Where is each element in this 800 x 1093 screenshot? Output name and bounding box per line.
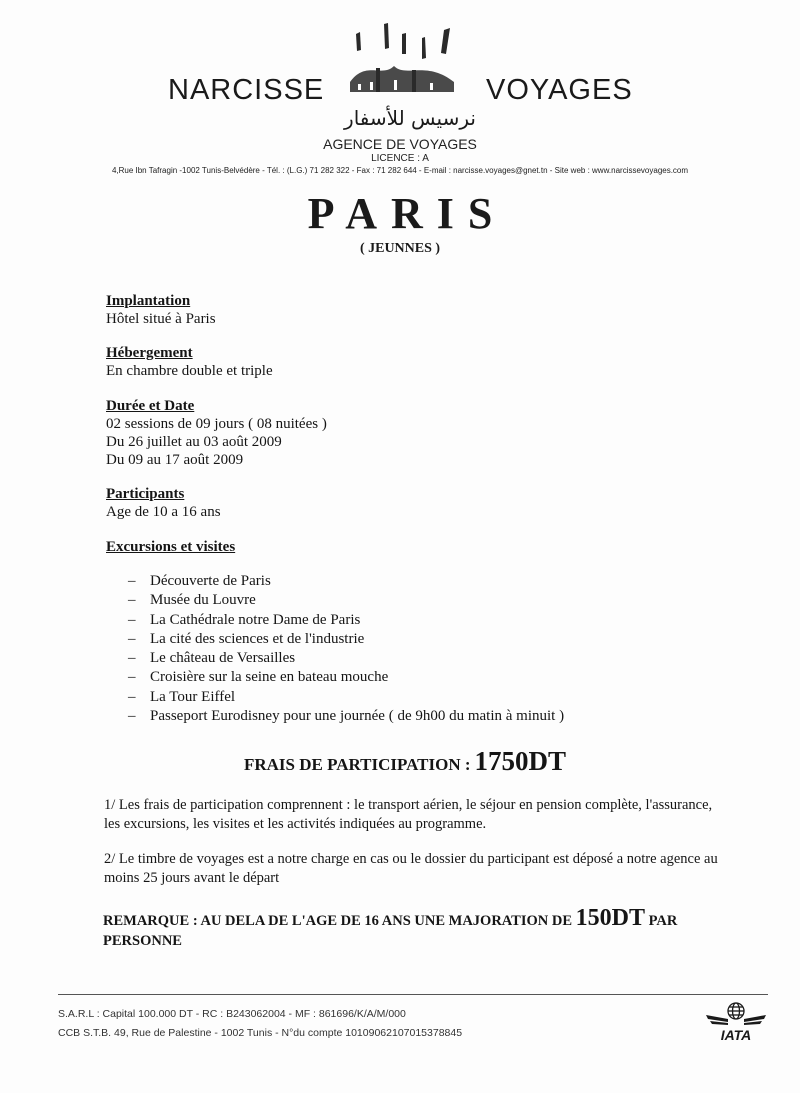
brand-name-left: NARCISSE <box>168 74 325 106</box>
agency-contact: 4,Rue Ibn Tafragin -1002 Tunis-Belvédère - Tél. : (L.G.) 71 282 322 - Fax : 71 282 644 - E-mail : narcisse.voyages@gnet.tn - Site web : www.narcissevoyages.com <box>111 166 689 175</box>
remark-amount: 150DT <box>575 905 645 931</box>
agency-type: AGENCE DE VOYAGES <box>323 136 477 152</box>
list-item-text: Passeport Eurodisney pour une journée ( de 9h00 du matin à minuit ) <box>150 708 565 725</box>
dash-bullet: – <box>128 669 136 686</box>
list-item-text: Le château de Versailles <box>150 650 296 667</box>
section-hebergement <box>106 344 273 380</box>
page-subtitle: ( JEUNNES ) <box>359 241 441 256</box>
dash-bullet: – <box>128 611 136 628</box>
section-heading: Excursions et visites <box>106 539 236 555</box>
list-item-text: Croisière sur la seine en bateau mouche <box>150 669 389 686</box>
price-value: 1750DT <box>474 746 567 776</box>
section-line: Du 09 au 17 août 2009 <box>106 452 244 468</box>
dash-bullet: – <box>128 708 136 725</box>
list-item-text: Découverte de Paris <box>150 573 271 589</box>
remark <box>103 905 743 951</box>
note-included: 1/ Les frais de participation comprennent : le transport aérien, le séjour en pension complète, l'assurance, les excursions, les visites et les activités indiquées au programme. <box>104 797 713 832</box>
footer-divider <box>58 994 768 995</box>
section-heading: Participants <box>106 486 185 502</box>
section-implantation <box>106 292 216 328</box>
list-item-text: La cité des sciences et de l'industrie <box>150 630 365 647</box>
narcisse-flower-logo <box>336 20 468 102</box>
dash-bullet: – <box>128 650 136 667</box>
dash-bullet: – <box>128 592 136 609</box>
section-line: Du 26 juillet au 03 août 2009 <box>106 434 282 450</box>
list-item-text: La Cathédrale notre Dame de Paris <box>150 611 361 628</box>
section-heading: Hébergement <box>106 345 193 361</box>
section-line: Hôtel situé à Paris <box>106 311 216 327</box>
section-line: En chambre double et triple <box>106 363 273 379</box>
list-item-text: Musée du Louvre <box>150 592 256 609</box>
remark-prefix: REMARQUE : AU DELA DE L'AGE DE 16 ANS UNE MAJORATION DE <box>103 913 573 929</box>
dash-bullet: – <box>128 688 136 705</box>
section-excursions <box>106 538 235 556</box>
iata-text: IATA <box>720 1027 752 1042</box>
section-line: Age de 10 a 16 ans <box>106 504 221 520</box>
participation-fee <box>0 746 800 777</box>
section-participants <box>106 485 221 521</box>
dash-bullet: – <box>128 573 136 589</box>
remark-suffix: PAR PERSONNE <box>103 913 678 949</box>
page-title: PARIS <box>307 189 507 238</box>
list-item-text: La Tour Eiffel <box>150 688 236 705</box>
iata-globe-icon <box>704 1000 768 1042</box>
section-heading: Durée et Date <box>106 398 195 414</box>
note-stamp: 2/ Le timbre de voyages est a notre charge en cas ou le dossier du participant est déposé a notre agence au moins 25 jours avant le départ <box>104 851 718 886</box>
agency-licence: LICENCE : A <box>371 153 429 164</box>
section-duree-date <box>106 397 327 469</box>
footer-company-info: S.A.R.L : Capital 100.000 DT - RC : B243062004 - MF : 861696/K/A/M/000 <box>58 1008 406 1020</box>
brand-name-right: VOYAGES <box>486 74 633 106</box>
brand-name-arabic: نرسيس للأسفار <box>344 106 476 130</box>
footer-bank-info: CCB S.T.B. 49, Rue de Palestine - 1002 Tunis - N°du compte 10109062107015378845 <box>58 1027 463 1039</box>
section-line: 02 sessions de 09 jours ( 08 nuitées ) <box>106 416 327 432</box>
dash-bullet: – <box>128 630 136 647</box>
price-label: FRAIS DE PARTICIPATION : <box>243 755 471 774</box>
section-heading: Implantation <box>106 293 191 309</box>
